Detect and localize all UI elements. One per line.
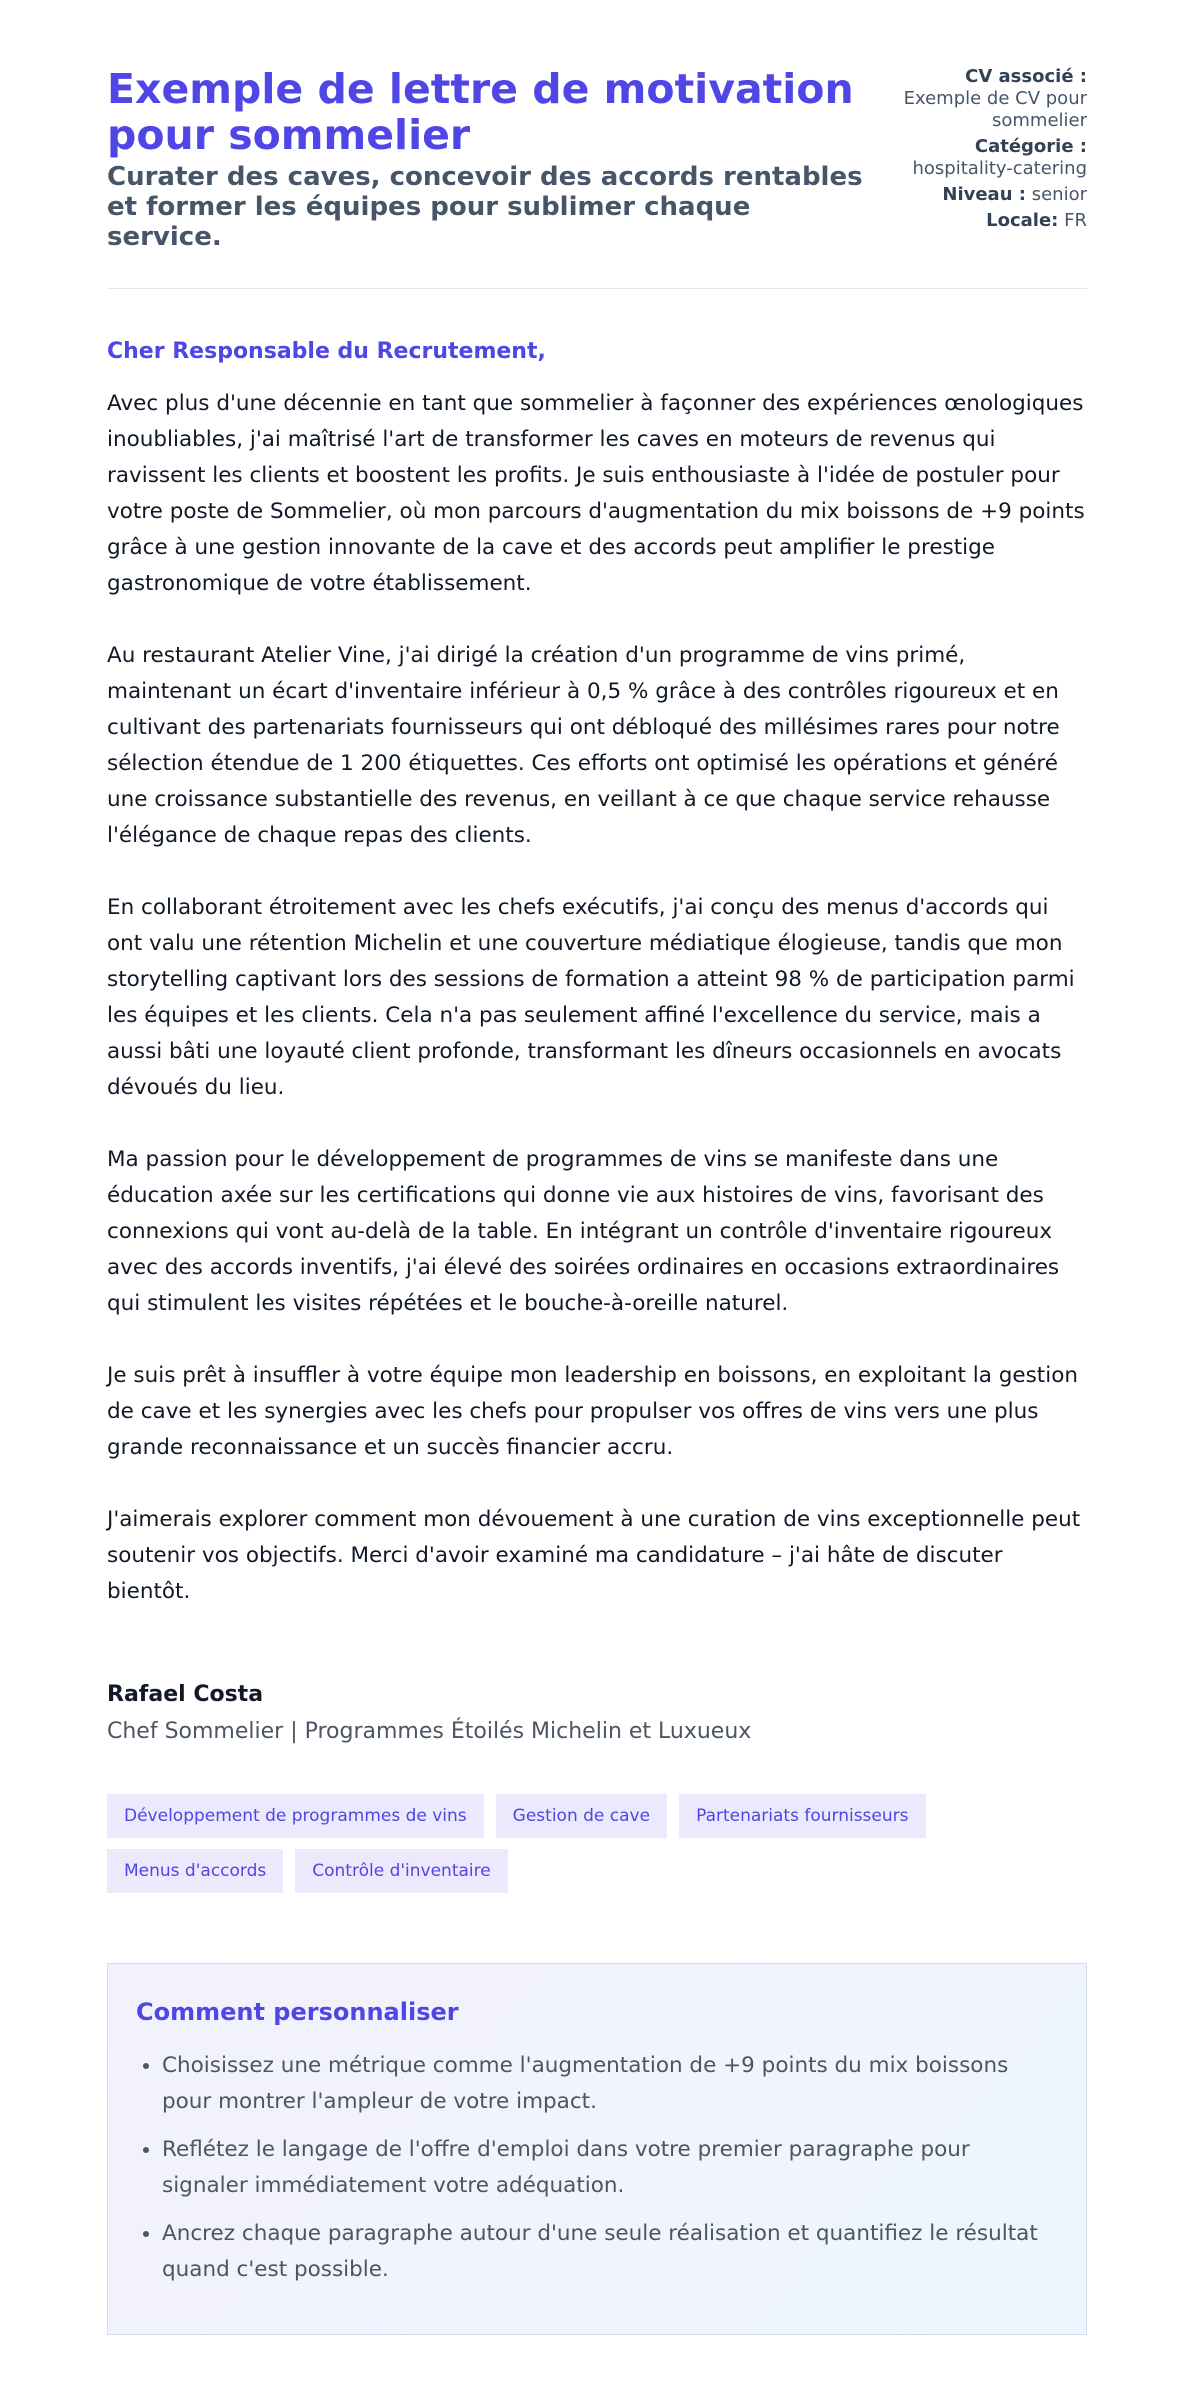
meta-label: Locale: <box>986 210 1059 231</box>
letter-paragraph: Je suis prêt à insuffler à votre équipe mon leadership en boissons, en exploitant la gestion de cave et les synergies avec les chefs pour propulser vos offres de vins vers une plus grande reconnaissance et un succès financier accru. <box>107 1363 1078 1460</box>
letter-paragraph: J'aimerais explorer comment mon dévouement à une curation de vins exceptionnelle peut soutenir vos objectifs. Merci d'avoir examiné ma candidature – j'ai hâte de discuter bientôt. <box>107 1507 1081 1604</box>
letter-paragraph: Ma passion pour le développement de programmes de vins se manifeste dans une éducation axée sur les certifications qui donne vie aux histoires de vins, favorisant des connexions qui vont au-delà de la table. En intégrant un contrôle d'inventaire rigoureux avec des accords inventifs, j'ai élevé des soirées ordinaires en occasions extraordinaires qui stimulent les visites répétées et le bouche-à-oreille naturel. <box>107 1147 1060 1316</box>
meta-value: hospitality-catering <box>912 158 1087 179</box>
greeting: Cher Responsable du Recrutement, <box>107 339 546 364</box>
tips-title: Comment personnaliser <box>136 1998 459 2026</box>
signature-role: Chef Sommelier | Programmes Étoilés Michelin et Luxueux <box>107 1719 752 1744</box>
skill-tag: Gestion de cave <box>496 1794 667 1838</box>
skill-tag: Menus d'accords <box>107 1849 283 1893</box>
signature-name: Rafael Costa <box>107 1682 264 1707</box>
tip-item: • Choisissez une métrique comme l'augmentation de +9 points du mix boissons pour montrer l'ampleur de votre impact. <box>162 2048 1046 2120</box>
letter-paragraph: Au restaurant Atelier Vine, j'ai dirigé la création d'un programme de vins primé, maintenant un écart d'inventaire inférieur à 0,5 % grâce à des contrôles rigoureux et en cultivant des partenariats fournisseurs qui ont débloqué des millésimes rares pour notre sélection étendue de 1 200 étiquettes. Ces efforts ont optimisé les opérations et généré une croissance substantielle des revenus, en veillant à ce que chaque service rehausse l'élégance de chaque repas des clients. <box>107 643 1060 848</box>
meta-value: FR <box>1064 210 1087 231</box>
meta-level <box>887 184 1087 206</box>
customization-tips <box>107 1963 1087 2335</box>
title-block <box>107 66 867 252</box>
meta-locale <box>887 210 1087 232</box>
tips-list <box>136 2048 1046 2288</box>
meta-value: Exemple de CV pour sommelier <box>903 88 1087 131</box>
skill-tag: Partenariats fournisseurs <box>679 1794 925 1838</box>
meta-cv <box>887 66 1087 132</box>
tip-item: • Reflétez le langage de l'offre d'emploi dans votre premier paragraphe pour signaler immédiatement votre adéquation. <box>162 2132 1046 2204</box>
meta-label: CV associé : <box>965 66 1087 87</box>
tip-item: • Ancrez chaque paragraphe autour d'une seule réalisation et quantifiez le résultat quand c'est possible. <box>162 2216 1046 2288</box>
meta-info <box>887 66 1087 236</box>
page-title: Exemple de lettre de motivation pour sommelier <box>107 65 854 159</box>
meta-value: senior <box>1031 184 1087 205</box>
meta-category <box>887 136 1087 180</box>
meta-label: Catégorie : <box>974 136 1087 157</box>
letter-paragraph: Avec plus d'une décennie en tant que sommelier à façonner des expériences œnologiques inoubliables, j'ai maîtrisé l'art de transformer les caves en moteurs de revenus qui ravissent les clients et boostent les profits. Je suis enthousiaste à l'idée de postuler pour votre poste de Sommelier, où mon parcours d'augmentation du mix boissons de +9 points grâce à une gestion innovante de la cave et des accords peut amplifier le prestige gastronomique de votre établissement. <box>107 391 1085 596</box>
header <box>107 66 1087 289</box>
skill-tag: Contrôle d'inventaire <box>295 1849 507 1893</box>
skill-tag: Développement de programmes de vins <box>107 1794 484 1838</box>
meta-label: Niveau : <box>942 184 1026 205</box>
page-subtitle: Curater des caves, concevoir des accords rentables et former les équipes pour sublimer chaque service. <box>107 162 863 252</box>
skill-tags <box>107 1794 1007 1893</box>
letter-paragraph: En collaborant étroitement avec les chefs exécutifs, j'ai conçu des menus d'accords qui ont valu une rétention Michelin et une couverture médiatique élogieuse, tandis que mon storytelling captivant lors des sessions de formation a atteint 98 % de participation parmi les équipes et les clients. Cela n'a pas seulement affiné l'excellence du service, mais a aussi bâti une loyauté client profonde, transformant les dîneurs occasionnels en avocats dévoués du lieu. <box>107 895 1075 1100</box>
